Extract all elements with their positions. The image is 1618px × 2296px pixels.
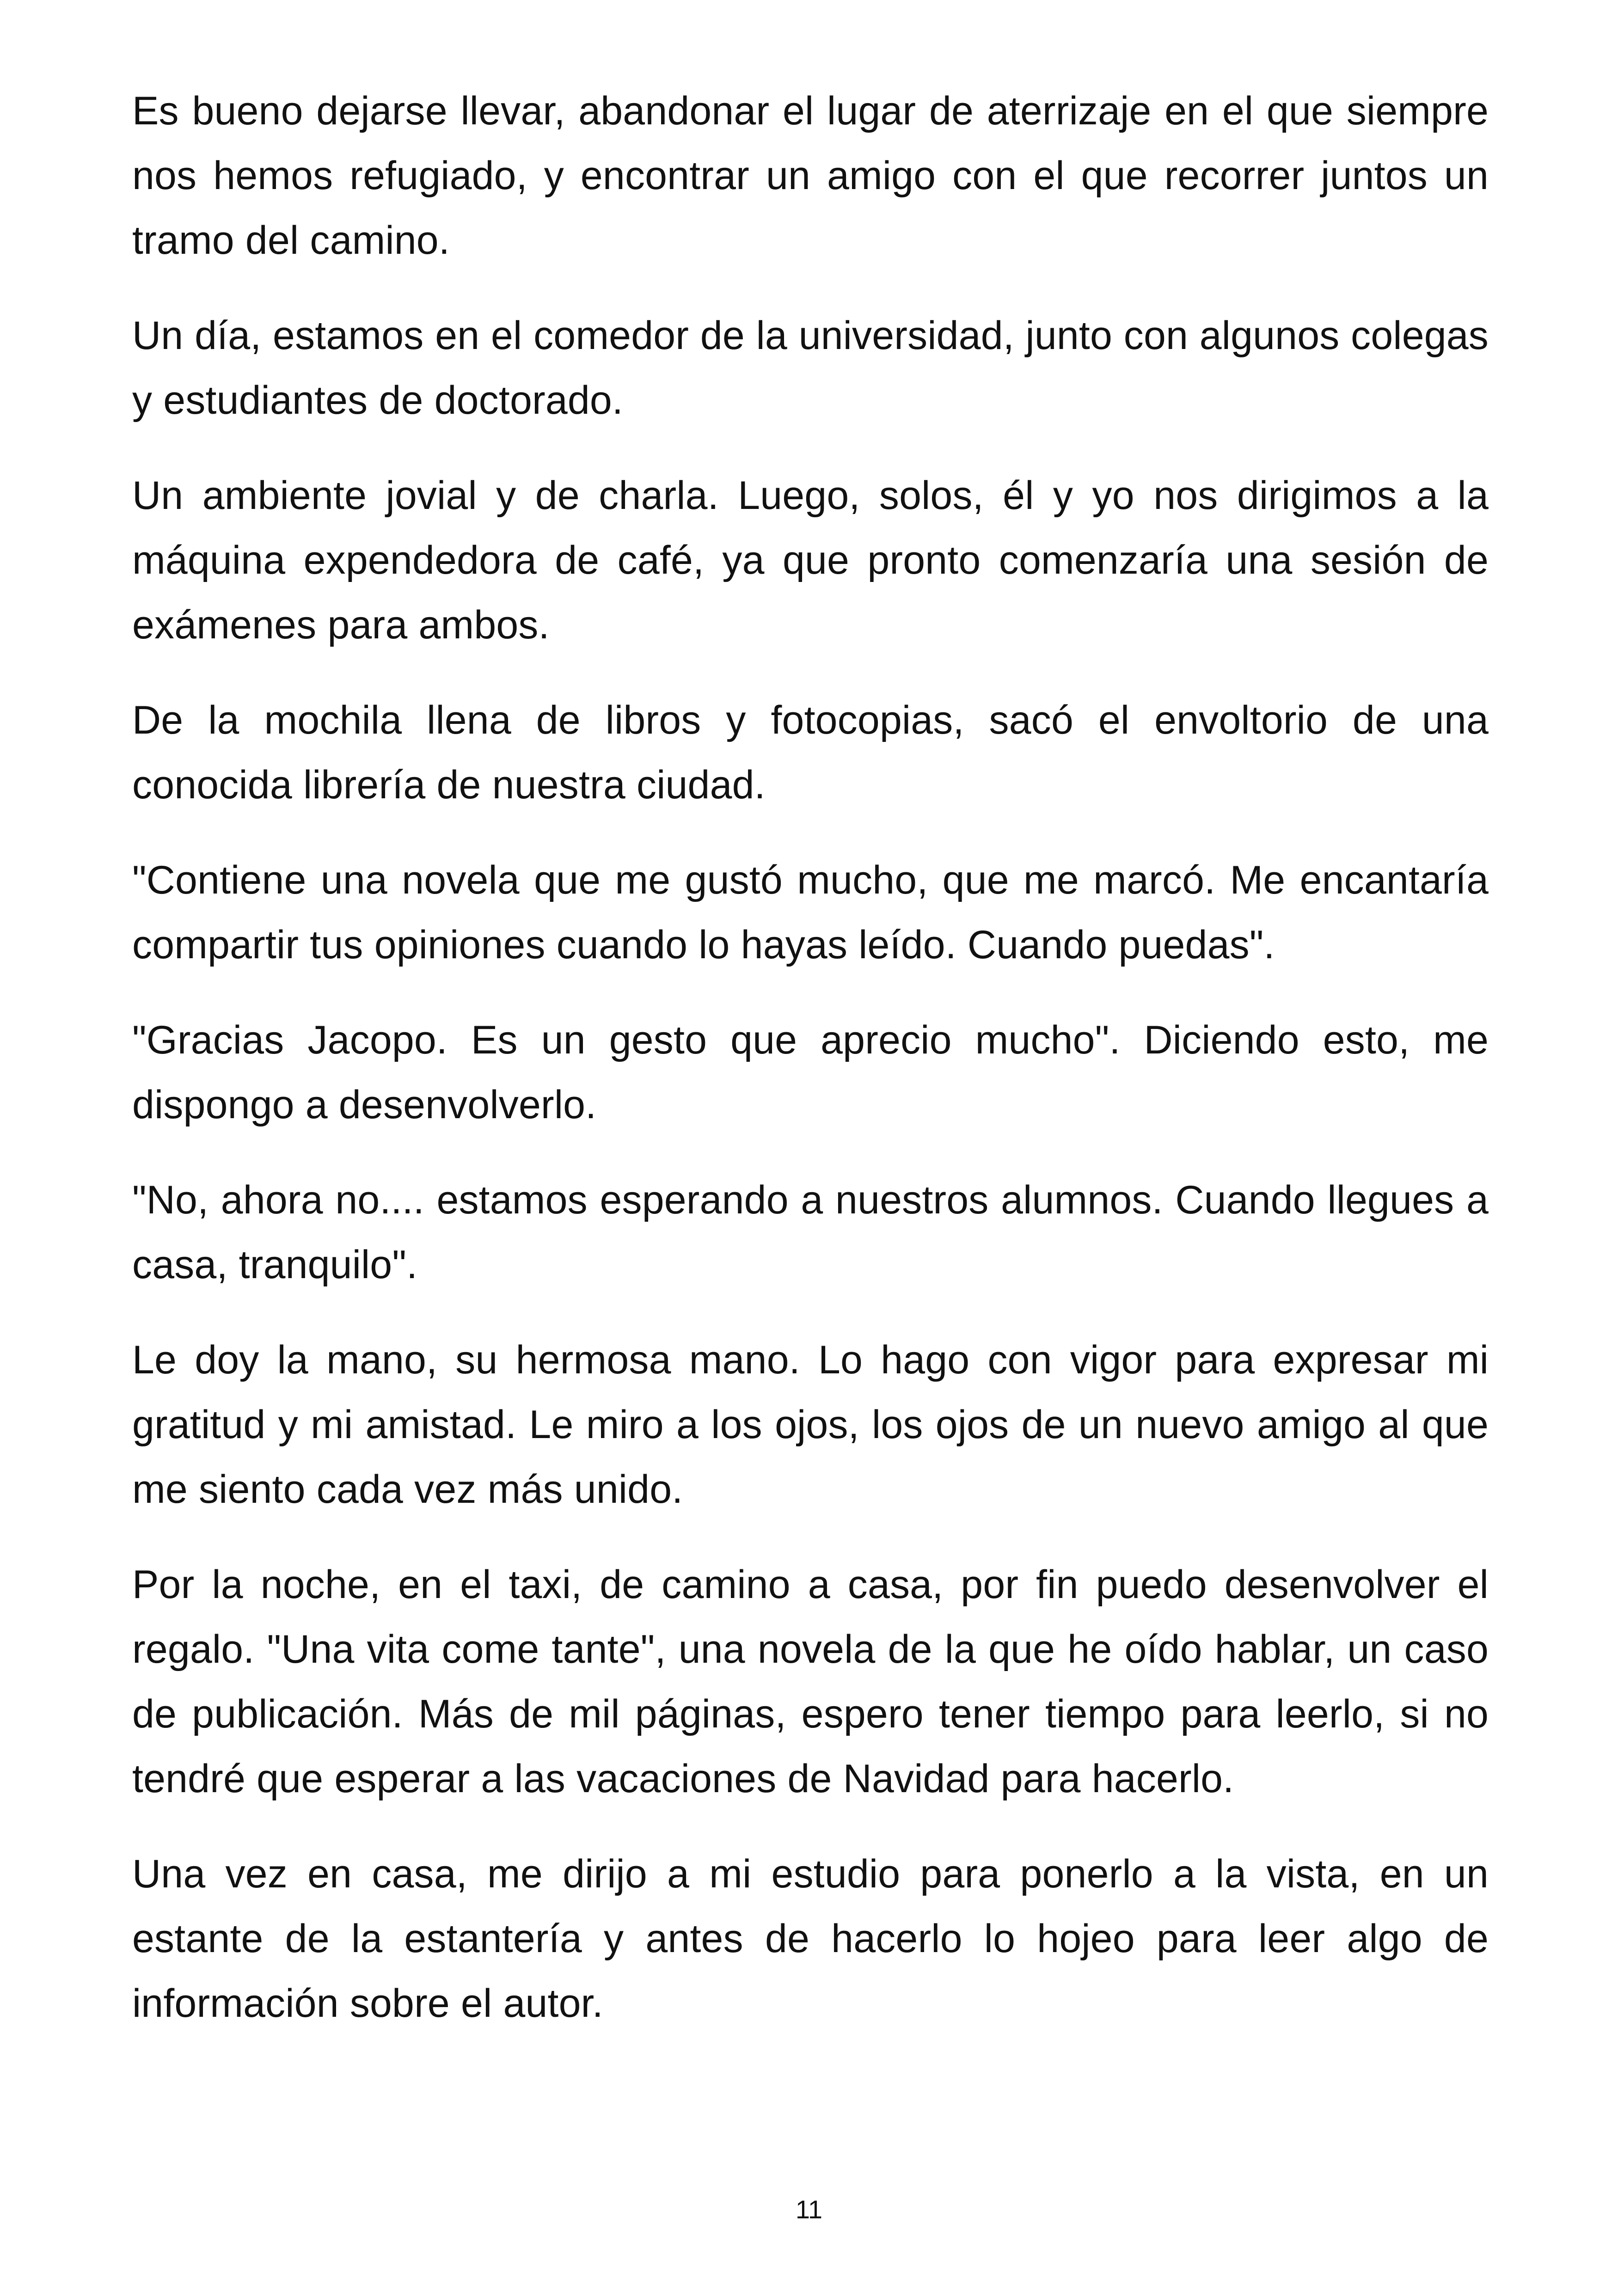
paragraph-5: "Contiene una novela que me gustó mucho, que me marcó. Me encantaría compartir tus opiniones cuando lo hayas leído. Cuando puedas". [132, 858, 1489, 967]
paragraph-2: Un día, estamos en el comedor de la universidad, junto con algunos colegas y estudiantes de doctorado. [132, 313, 1489, 422]
paragraph-4: De la mochila llena de libros y fotocopias, sacó el envoltorio de una conocida librería de nuestra ciudad. [132, 698, 1489, 807]
paragraph-10: Una vez en casa, me dirijo a mi estudio para ponerlo a la vista, en un estante de la estantería y antes de hacerlo lo hojeo para leer algo de información sobre el autor. [132, 1852, 1489, 2026]
body-text [132, 79, 1489, 2066]
paragraph-8: Le doy la mano, su hermosa mano. Lo hago con vigor para expresar mi gratitud y mi amistad. Le miro a los ojos, los ojos de un nuevo amigo al que me siento cada vez más unido. [132, 1338, 1489, 1512]
paragraph-9: Por la noche, en el taxi, de camino a casa, por fin puedo desenvolver el regalo. "Una vita come tante", una novela de la que he oído hablar, un caso de publicación. Más de mil páginas, espero tener tiempo para leerlo, si no tendré que esperar a las vacaciones de Navidad para hacerlo. [132, 1562, 1489, 1801]
page-number: 11 [795, 2195, 823, 2224]
paragraph-3: Un ambiente jovial y de charla. Luego, solos, él y yo nos dirigimos a la máquina expendedora de café, ya que pronto comenzaría una sesión de exámenes para ambos. [132, 473, 1489, 647]
paragraph-7: "No, ahora no.... estamos esperando a nuestros alumnos. Cuando llegues a casa, tranquilo". [132, 1178, 1489, 1287]
paragraph-6: "Gracias Jacopo. Es un gesto que aprecio mucho". Diciendo esto, me dispongo a desenvolverlo. [132, 1018, 1489, 1127]
paragraph-1: Es bueno dejarse llevar, abandonar el lugar de aterrizaje en el que siempre nos hemos refugiado, y encontrar un amigo con el que recorrer juntos un tramo del camino. [132, 89, 1489, 263]
